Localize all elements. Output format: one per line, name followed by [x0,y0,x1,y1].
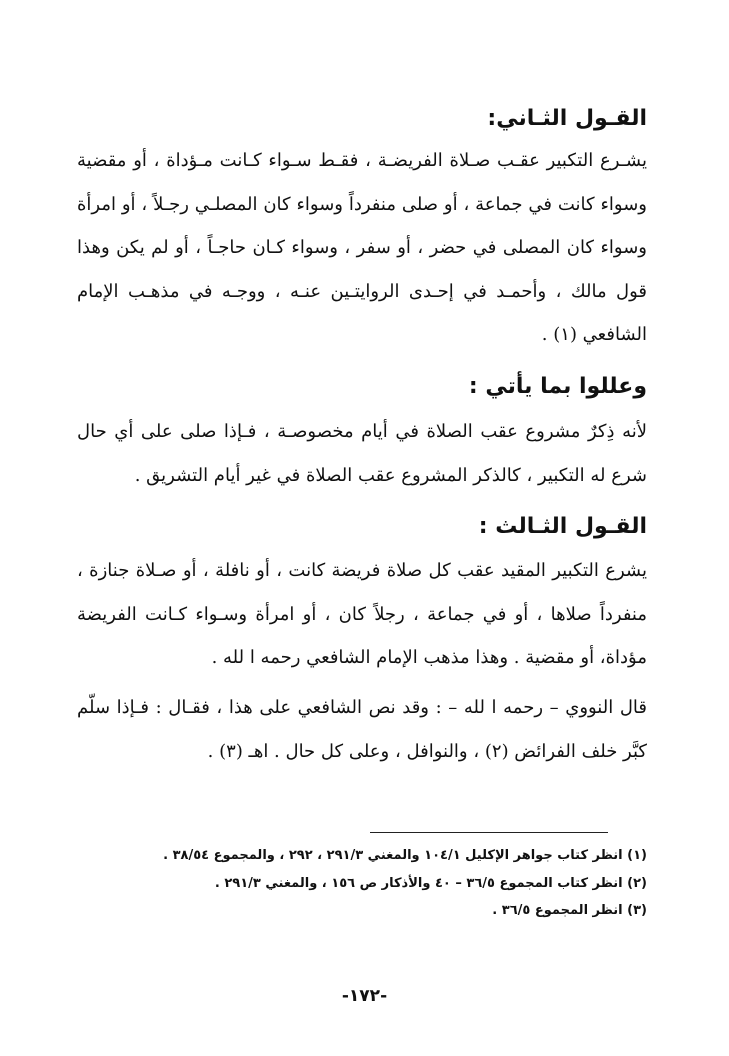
section2-heading: القـول الثـاني: [487,106,647,131]
reasoning-text: لأنه ذِكرٌ مشروع عقب الصلاة في أيام مخصوصـة ، فـإذا صلى على أي حال شرع له التكبير ، كالذكر المشروع عقب الصلاة في غير أيام التشريق . [77,421,647,486]
footnote-1: (١) انظر كتاب جواهر الإكليل ١٠٤/١ والمغني ٢٩١/٣ ، ٢٩٢ ، والمجموع ٣٨/٥٤ . [163,848,647,863]
reasoning-paragraph [77,410,647,497]
section2-paragraph [77,139,647,357]
section3-paragraph [77,549,647,680]
quote-paragraph [77,686,647,773]
quote-text: قال النووي – رحمه ا لله – : وقد نص الشافعي على هذا ، فقـال : فـإذا سلّم كبَّر خلف الفرائض (٢) ، والنوافل ، وعلى كل حال . اهـ (٣) . [77,697,647,762]
reasoning-heading: وعللوا بما يأتي : [468,374,647,399]
section3-heading: القـول الثـالث : [478,514,647,539]
page-number: -١٧٢- [341,986,388,1006]
section3-text: يشرع التكبير المقيد عقب كل صلاة فريضة كانت ، أو نافلة ، أو صـلاة جنازة ، منفرداً صلاها ، أو في جماعة ، رجلاً كان ، أو امرأة وسـواء كـانت الفريضة مؤداة، أو مقضية . وهذا مذهب الإمام الشافعي رحمه ا لله . [77,560,648,668]
footnote-3: (٣) انظر المجموع ٣٦/٥ . [492,903,647,918]
section2-text: يشـرع التكبير عقـب صـلاة الفريضـة ، فقـط سـواء كـانت مـؤداة ، أو مقضية وسواء كانت في جماعة ، أو صلى منفرداً وسواء كان المصلـي رجـلاً ، أو امرأة وسواء كان المصلى في حضر ، أو سفر ، وسواء كـان حاجـاً ، أو لم يكن وهذا قول مالك ، وأحمـد في إحـدى الروايتـين عنـه ، ووجـه في مذهـب الإمام الشافعي (١) . [77,150,647,345]
footnotes [77,842,647,925]
footnote-2: (٢) انظر كتاب المجموع ٣٦/٥ – ٤٠ والأذكار ص ١٥٦ ، والمغني ٢٩١/٣ . [214,875,647,891]
footnote-separator [370,832,608,833]
